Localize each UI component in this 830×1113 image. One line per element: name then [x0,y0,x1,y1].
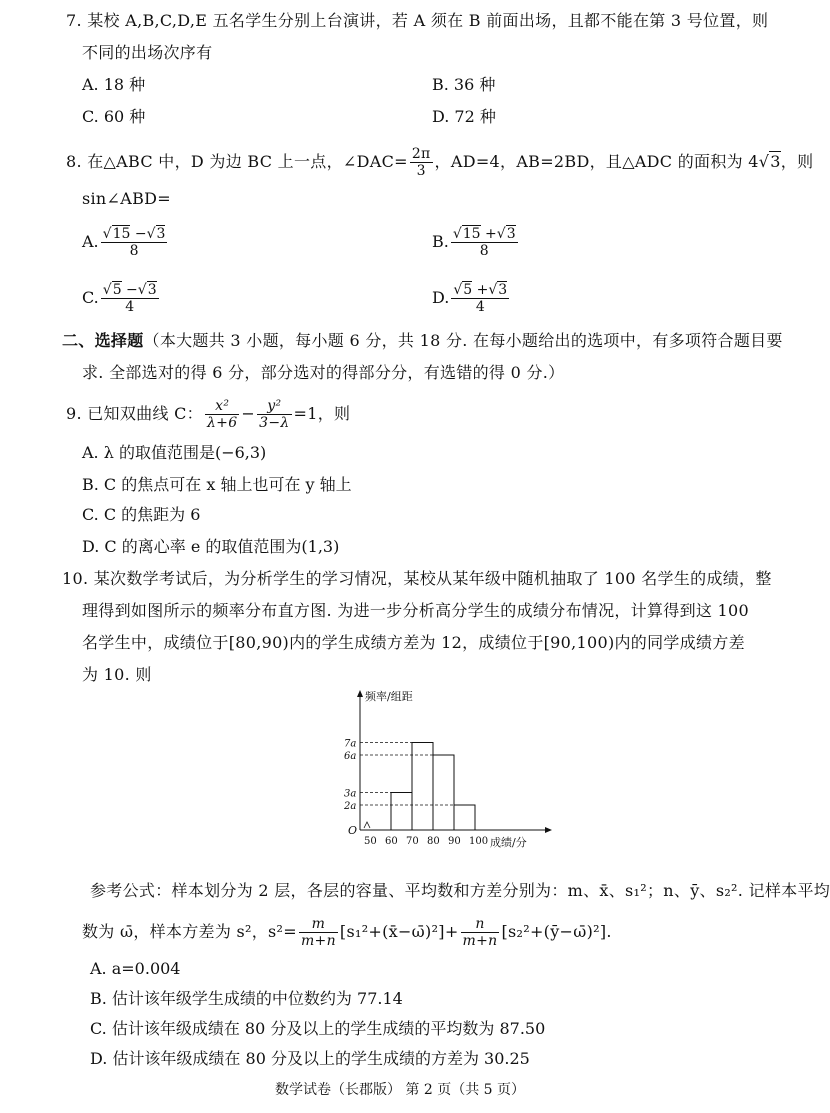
section2-line2: 求. 全部选对的得 6 分，部分选对的得部分分，有选错的得 0 分.） [82,363,565,382]
q10-option-a: A. a=0.004 [90,959,181,978]
q9-option-c: C. C 的焦距为 6 [82,505,201,524]
q8-option-d [432,282,511,315]
q9-stem-pre: 9. 已知双曲线 C： [66,404,203,423]
q8-c-rad2: 3 [147,282,157,298]
q10-ref-n: n [461,916,500,933]
x-axis-arrow [545,827,552,833]
q8-c-mid: −√ [121,282,147,298]
q10-ref-post: [s₂²+(ȳ−ω̄)²]. [501,922,612,941]
y-tick-label-4: 7a [344,738,357,750]
q10-stem-line4: 为 10. 则 [82,665,152,684]
histogram-bar-1 [391,793,412,831]
y-axis-label: 频率/组距 [365,690,413,703]
q8-sqrt3: 3 [770,152,781,171]
q10-ref-frac-m [299,916,338,949]
q9-minus: − [241,404,256,423]
q8-d-den: 4 [475,299,485,315]
q8-a-label: A. [82,232,99,251]
q8-stem-line1 [66,146,813,179]
y-axis-arrow [357,690,363,697]
q8-d-mid: +√ [472,282,498,298]
section2-desc-a: （本大题共 3 小题，每小题 6 分，共 18 分. 在每小题给出的选项中，有多项符合题目要 [143,331,783,350]
sqrt-symbol: √ [453,282,463,298]
q10-option-c: C. 估计该年级成绩在 80 分及以上的学生成绩的平均数为 87.50 [90,1019,546,1038]
q9-option-d: D. C 的离心率 e 的取值范围为(1,3) [82,537,340,556]
q10-ref-mid: [s₁²+(x̄−ω̄)²]+ [339,922,459,941]
q8-option-a [82,226,169,259]
q8-d-fraction [451,282,509,315]
q8-stem-line2: sin∠ABD= [82,189,171,208]
q8-stem-post: ，AD=4，AB=2BD，且△ADC 的面积为 4 [434,152,759,171]
histogram-bar-3 [433,755,454,830]
section2-title: 二、选择题 [62,331,144,350]
q9-stem [66,398,350,431]
axis-break-mark [364,822,370,828]
x-tick-label-5: 90 [448,836,461,847]
x-tick-label-2: 60 [385,836,398,847]
q10-ref-pre: 数为 ω̄，样本方差为 s²，s²= [82,922,297,941]
q10-ref-mn: m+n [300,933,336,949]
q9-fraction-2 [257,398,291,431]
q9-f2-num: y² [257,398,291,415]
q10-ref-mn2: m+n [462,933,498,949]
frequency-histogram [330,688,560,858]
q8-b-rad1: 15 [462,226,481,242]
q8-stem-tail: ，则 [780,152,814,171]
sqrt-symbol: √ [452,226,462,242]
q8-a-den: 8 [129,243,139,259]
x-tick-label-1: 50 [364,836,377,847]
q10-reference-line2 [82,916,612,949]
q8-c-den: 4 [125,299,135,315]
y-tick-label-3: 6a [344,751,357,762]
q8-b-den: 8 [479,243,489,259]
q8-b-rad2: 3 [506,226,516,242]
q9-fraction-1 [205,398,239,431]
q8-c-fraction [101,282,159,315]
sqrt-symbol: √ [102,282,112,298]
q9-f1-den: λ+6 [206,415,238,431]
sqrt-symbol: √ [758,152,770,171]
histogram-bar-2 [412,743,433,831]
q7-option-b: B. 36 种 [432,75,496,94]
q8-c-label: C. [82,288,99,307]
q10-stem-line1: 10. 某次数学考试后，为分析学生的学习情况，某校从某年级中随机抽取了 100 名学生的成绩，整 [62,569,772,588]
q10-ref-frac-n [461,916,500,949]
q8-c-rad1: 5 [112,282,122,298]
q8-a-rad2: 3 [156,226,166,242]
section2-line1 [62,330,783,352]
y-tick-label-2: 3a [344,788,357,800]
origin-label: O [348,824,358,837]
x-axis-label: 成绩/分 [490,836,527,849]
q8-angle-den: 3 [416,163,426,179]
q10-option-b: B. 估计该年级学生成绩的中位数约为 77.14 [90,989,403,1008]
q10-stem-line3: 名学生中，成绩位于[80,90)内的学生成绩方差为 12，成绩位于[90,100)内的同学成绩方差 [82,633,745,652]
q10-reference-line1: 参考公式：样本划分为 2 层，各层的容量、平均数和方差分别为：m、x̄、s₁²；n、ȳ、s₂². 记样本平均 [90,881,830,900]
q8-a-rad1: 15 [112,226,131,242]
q8-b-mid: +√ [480,226,506,242]
q8-d-rad1: 5 [463,282,473,298]
q9-f2-den: 3−λ [259,415,290,431]
q7-stem-line2: 不同的出场次序有 [82,43,213,62]
q8-angle-num: 2π [411,146,431,162]
q9-stem-post: =1，则 [293,404,351,423]
q8-stem-pre: 8. 在△ABC 中，D 为边 BC 上一点，∠DAC= [66,152,408,171]
q9-option-b: B. C 的焦点可在 x 轴上也可在 y 轴上 [82,475,352,494]
q8-d-label: D. [432,288,450,307]
q8-angle-fraction [410,146,433,179]
page-footer: 数学试卷（长郡版） 第 2 页（共 5 页） [274,1082,526,1098]
x-tick-label-3: 70 [406,836,419,847]
q8-d-rad2: 3 [498,282,508,298]
q7-option-c: C. 60 种 [82,107,146,126]
q8-a-mid: −√ [130,226,156,242]
q8-a-fraction [101,226,168,259]
y-tick-label-1: 2a [344,801,357,812]
q10-ref-m: m [299,916,338,933]
q10-option-d: D. 估计该年级成绩在 80 分及以上的学生成绩的方差为 30.25 [90,1049,530,1068]
x-tick-label-6: 100 [469,836,489,847]
q9-f1-num: x² [205,398,239,415]
q7-option-a: A. 18 种 [82,75,146,94]
q8-b-fraction [451,226,518,259]
histogram-bar-4 [454,805,475,830]
q9-option-a: A. λ 的取值范围是(−6,3) [82,443,267,462]
q7-option-d: D. 72 种 [432,107,496,126]
q10-stem-line2: 理得到如图所示的频率分布直方图. 为进一步分析高分学生的成绩分布情况，计算得到这 100 [82,601,749,620]
q7-stem-line1: 7. 某校 A,B,C,D,E 五名学生分别上台演讲，若 A 须在 B 前面出场，且都不能在第 3 号位置，则 [66,11,769,30]
q8-b-label: B. [432,232,449,251]
x-tick-label-4: 80 [427,836,440,847]
q8-option-c [82,282,161,315]
q8-option-b [432,226,520,259]
sqrt-symbol: √ [102,226,112,242]
